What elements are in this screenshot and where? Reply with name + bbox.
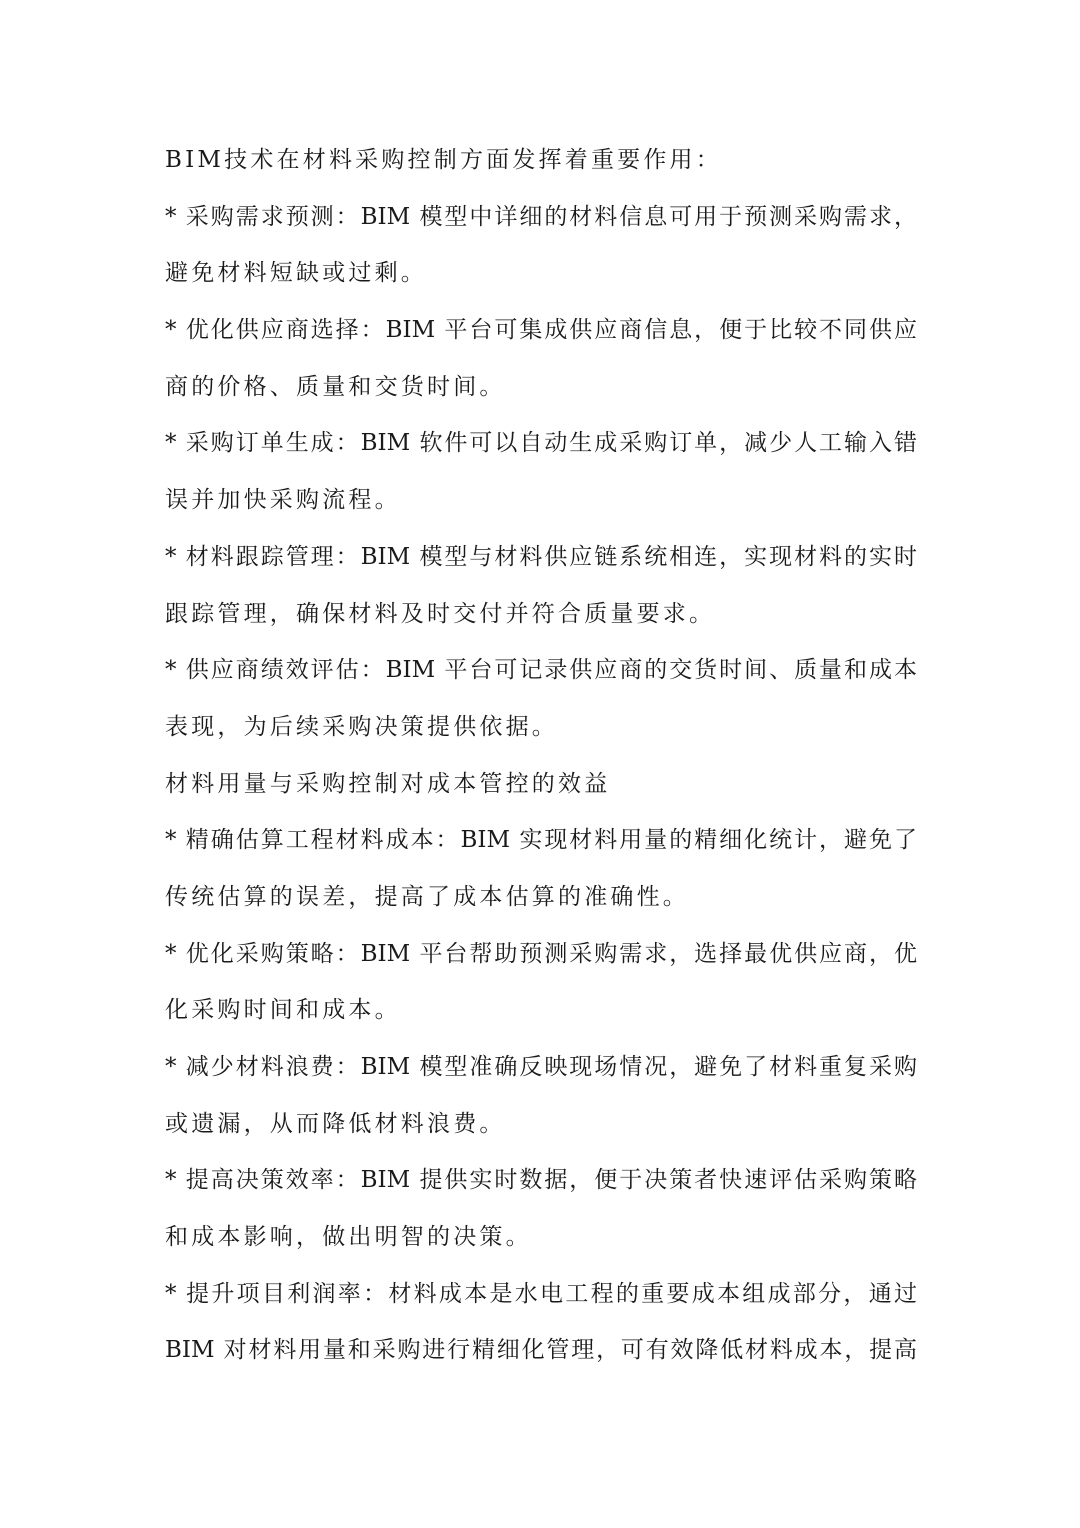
bullet-procurement-strategy-line-2: 化采购时间和成本。	[165, 997, 401, 1024]
bullet-procurement-forecast-line-1: * 采购需求预测：BIM 模型中详细的材料信息可用于预测采购需求，	[165, 203, 917, 230]
bullet-cost-estimation-line-1: * 精确估算工程材料成本：BIM 实现材料用量的精细化统计，避免了	[165, 827, 917, 854]
bullet-supplier-evaluation-line-1: * 供应商绩效评估：BIM 平台可记录供应商的交货时间、质量和成本	[165, 657, 917, 684]
bullet-profit-margin-line-2: BIM 对材料用量和采购进行精细化管理，可有效降低材料成本，提高	[165, 1337, 917, 1364]
bullet-profit-margin-line-1: * 提升项目利润率：材料成本是水电工程的重要成本组成部分，通过	[165, 1280, 917, 1307]
document-body	[165, 132, 917, 1379]
bullet-supplier-selection-line-1: * 优化供应商选择：BIM 平台可集成供应商信息，便于比较不同供应	[165, 317, 917, 344]
intro-line: BIM技术在材料采购控制方面发挥着重要作用：	[165, 147, 722, 173]
bullet-reduce-waste-line-2: 或遗漏，从而降低材料浪费。	[165, 1110, 506, 1137]
bullet-decision-efficiency-line-1: * 提高决策效率：BIM 提供实时数据，便于决策者快速评估采购策略	[165, 1167, 917, 1194]
bullet-reduce-waste-line-1: * 减少材料浪费：BIM 模型准确反映现场情况，避免了材料重复采购	[165, 1054, 917, 1080]
bullet-procurement-strategy-line-1: * 优化采购策略：BIM 平台帮助预测采购需求，选择最优供应商，优	[165, 940, 917, 967]
bullet-decision-efficiency-line-2: 和成本影响，做出明智的决策。	[165, 1224, 532, 1251]
bullet-material-tracking-line-1: * 材料跟踪管理：BIM 模型与材料供应链系统相连，实现材料的实时	[165, 543, 917, 570]
section-heading: 材料用量与采购控制对成本管控的效益	[165, 770, 611, 797]
bullet-supplier-evaluation-line-2: 表现，为后续采购决策提供依据。	[165, 713, 558, 740]
bullet-order-generation-line-2: 误并加快采购流程。	[165, 487, 401, 514]
bullet-cost-estimation-line-2: 传统估算的误差，提高了成本估算的准确性。	[165, 883, 689, 910]
bullet-order-generation-line-1: * 采购订单生成：BIM 软件可以自动生成采购订单，减少人工输入错	[165, 430, 917, 457]
bullet-material-tracking-line-2: 跟踪管理，确保材料及时交付并符合质量要求。	[165, 600, 716, 627]
bullet-supplier-selection-line-2: 商的价格、质量和交货时间。	[165, 373, 506, 400]
bullet-procurement-forecast-line-2: 避免材料短缺或过剩。	[165, 260, 427, 287]
